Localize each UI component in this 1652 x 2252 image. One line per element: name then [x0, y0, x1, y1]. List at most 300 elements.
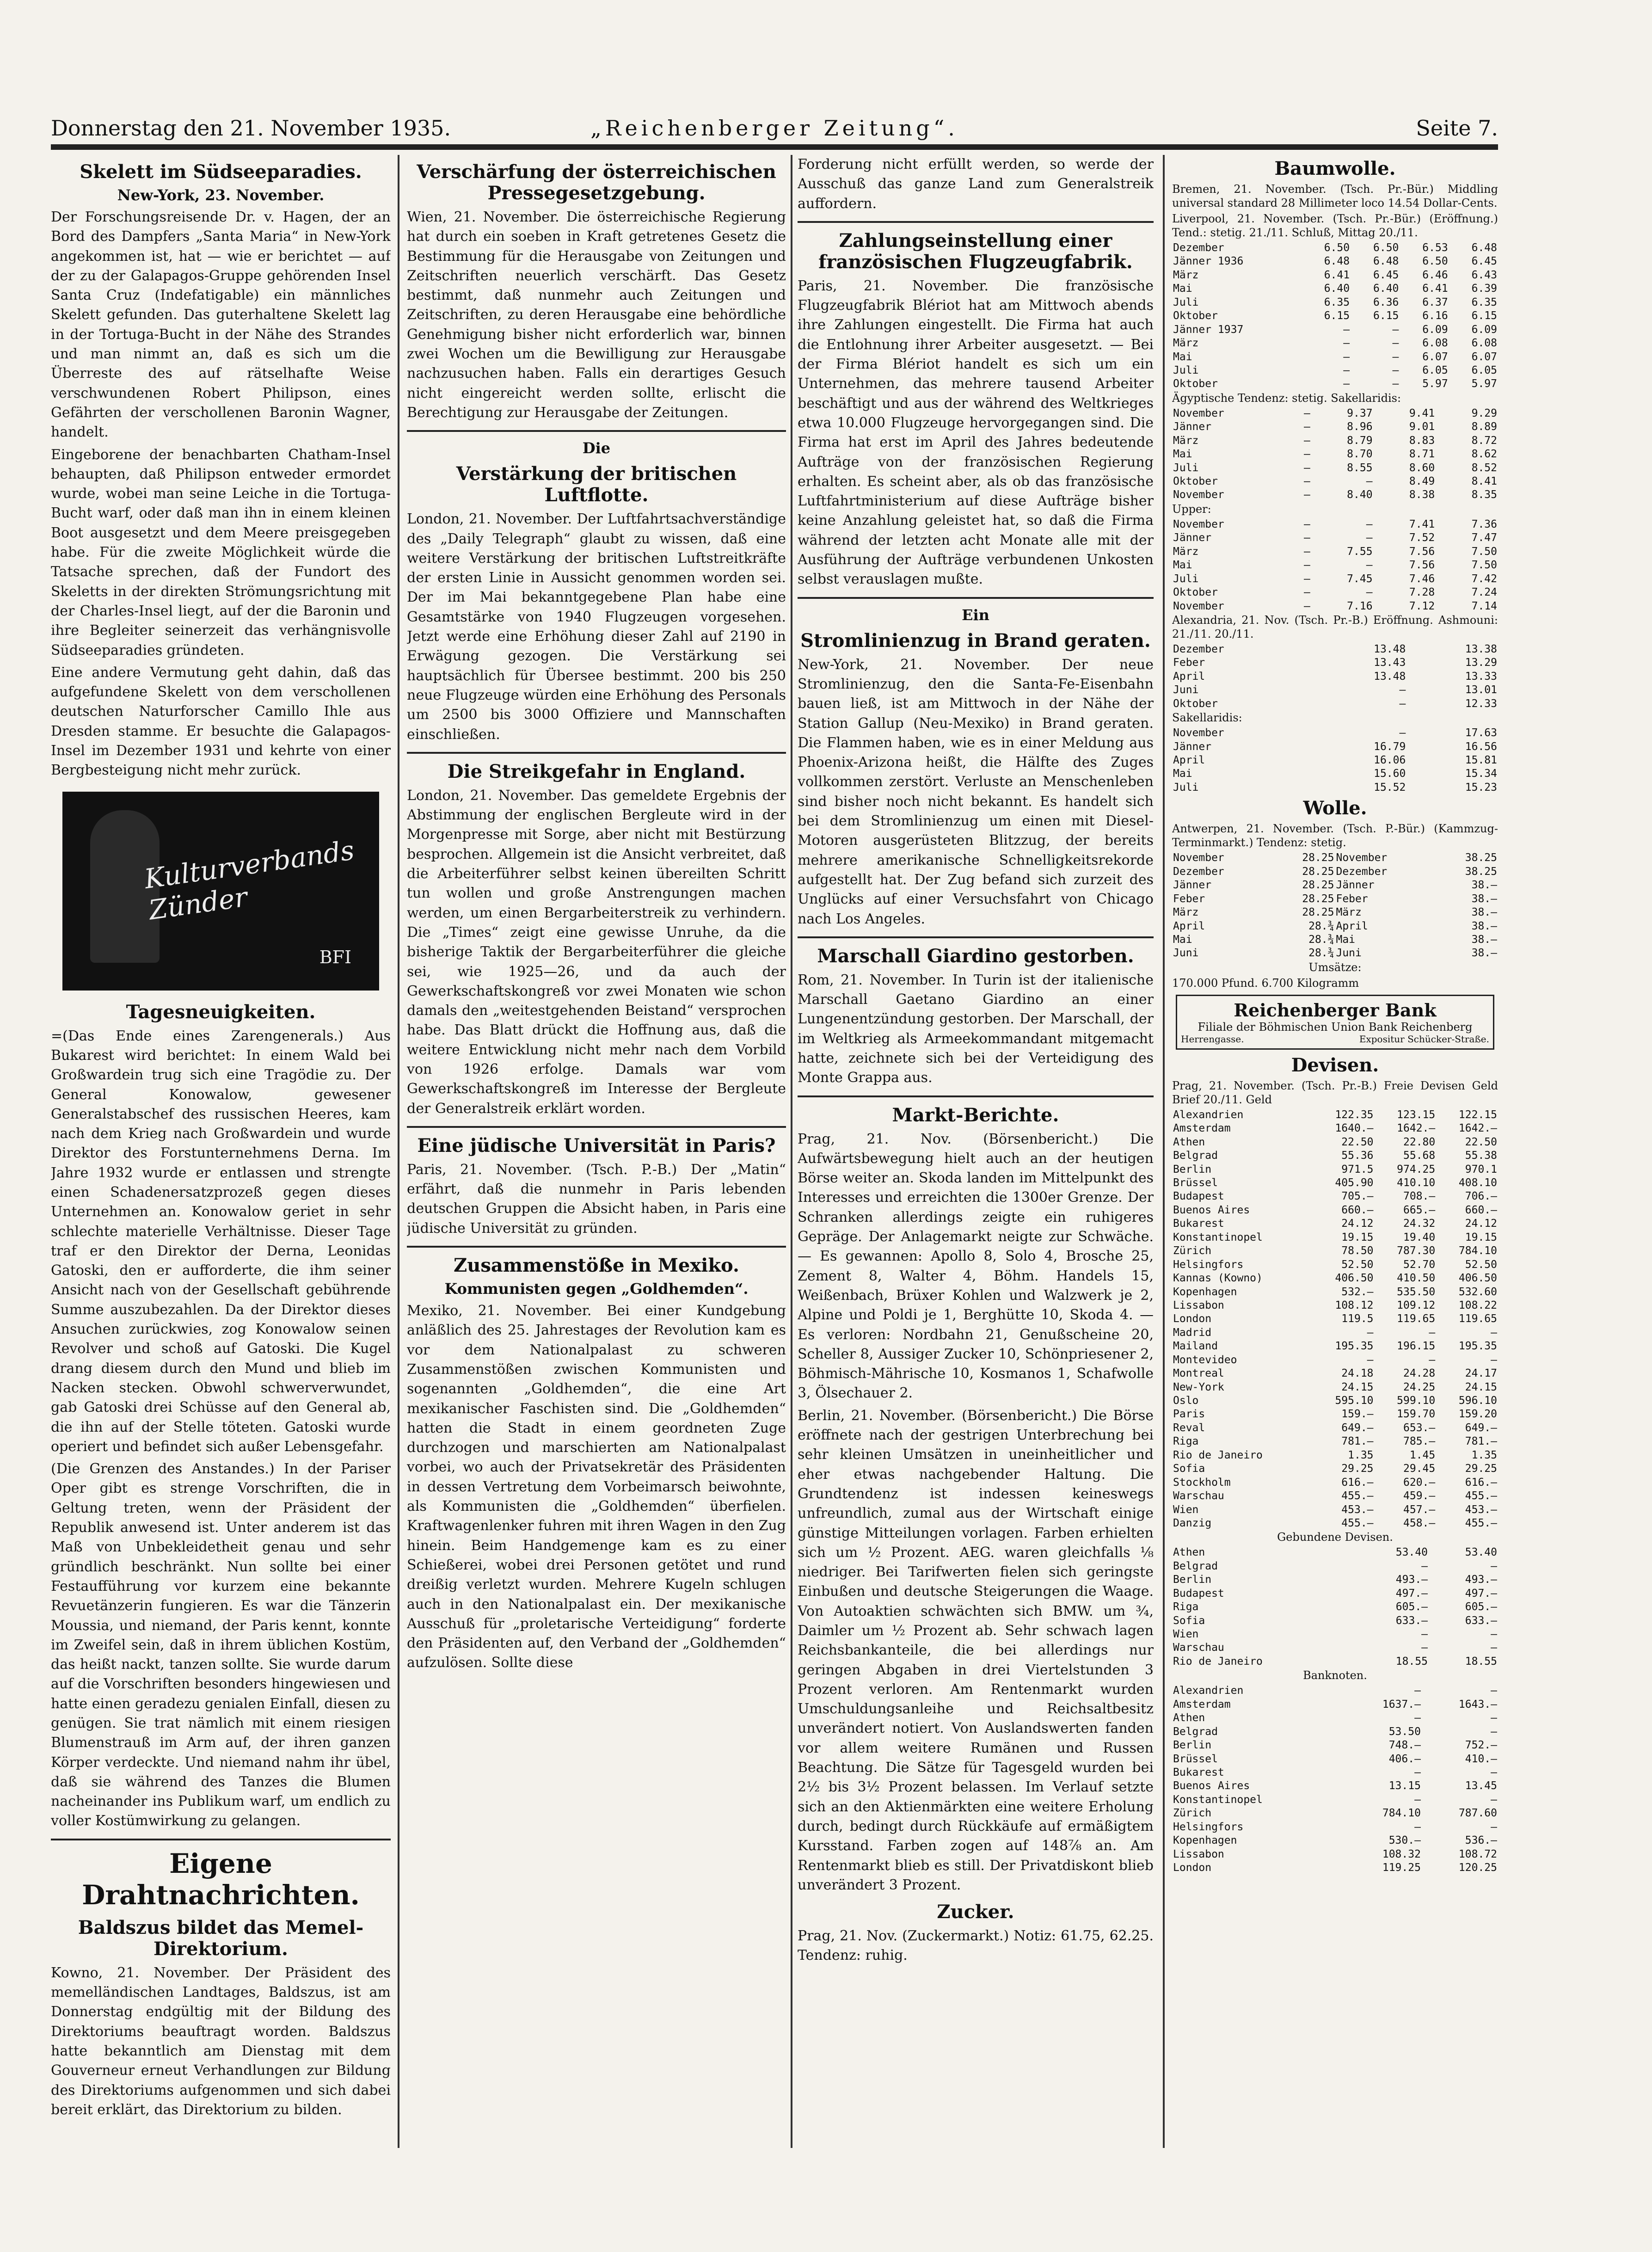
table-cell: 784.10 [1458, 1245, 1497, 1257]
table-cell: 7.36 [1471, 518, 1497, 530]
table-cell: 781.— [1341, 1435, 1374, 1448]
table-row [1172, 337, 1498, 350]
table-cell: Bukarest [1173, 1218, 1224, 1230]
table-row [1172, 1108, 1498, 1122]
table-cell: Oktober [1173, 586, 1218, 599]
table-cell: 7.45 [1347, 572, 1373, 585]
table-cell: 1643.— [1458, 1698, 1497, 1711]
table-cell: Mai [1173, 448, 1192, 461]
table-cell: Athen [1173, 1712, 1205, 1724]
table-cell: — [1303, 572, 1310, 585]
table-cell: — [1414, 1685, 1421, 1697]
table-cell: Helsingfors [1173, 1821, 1244, 1833]
table-cell: — [1491, 1793, 1497, 1806]
table-cell: — [1303, 448, 1310, 461]
table-row [1172, 364, 1498, 377]
table-cell: 971.5 [1341, 1163, 1374, 1175]
table-cell: 785.— [1403, 1435, 1436, 1448]
table-cell: 708.— [1403, 1190, 1436, 1203]
table-cell: 53.50 [1388, 1725, 1421, 1738]
article-title: Zahlungseinstellung einer französischen Flugzeugfabrik. [818, 229, 1133, 273]
table-row [1172, 475, 1498, 488]
table-cell: 6.08 [1471, 337, 1497, 350]
table-row [1172, 1834, 1498, 1847]
table-row [1172, 1421, 1498, 1435]
table-cell: 19.15 [1465, 1231, 1497, 1243]
table-cell: New-York [1173, 1381, 1224, 1393]
table-cell: 660.— [1465, 1204, 1497, 1216]
table-row [1172, 1381, 1498, 1394]
article-paragraph: Mexiko, 21. November. Bei einer Kundgebung anläßlich des 25. Jahrestages der Revolution kam es vor dem Nationalpalast zu schweren Zusammenstößen zwischen Kommunisten und sogenannten „Goldhemden“, die eine Art mexikanischer Faschisten sind. Die „Goldhemden“ hatten die Stadt in einem geordneten Zuge durchzogen und marschierten am Nationalpalast vorbei, wo auch der Privatsekretär des Präsidenten in dessen Vertretung dem Vorbeimarsch beiwohnte, als Kommunisten die „Goldhemden“ überfielen. Kraftwagenlenker fuhren mit ihren Wagen in den Zug hinein. Beim Handgemenge kam es zu einer Schießerei, wobei drei Personen getötet und rund dreißig verletzt wurden. Mehrere Kugeln schlugen auch in den Nationalpalast ein. Der mexikanische Ausschuß für „proletarische Verteidigung“ forderte den Präsidenten auf, den Verband der „Goldhemden“ aufzulösen. Sollte diese [407, 1303, 786, 1671]
table-cell: 17.63 [1465, 727, 1497, 739]
table-cell: — [1414, 1712, 1421, 1724]
table-cell: 28.25 [1302, 906, 1334, 919]
table-cell: 7.56 [1409, 545, 1435, 558]
table-cell: 18.55 [1465, 1655, 1497, 1667]
table-cell: 6.50 [1373, 242, 1399, 254]
table-cell: April [1173, 920, 1205, 932]
header-rule [51, 144, 1498, 150]
market-note: Antwerpen, 21. November. (Tsch. P.-Bür.) (Kammzug-Terminmarkt.) Tendenz: stetig. [1172, 822, 1498, 849]
table-cell: 497.— [1395, 1587, 1428, 1600]
article-title: Die Streikgefahr in England. [447, 760, 746, 782]
table-row [1172, 1628, 1498, 1641]
table-cell: November [1173, 600, 1224, 612]
market-note: Umsätze: [1308, 960, 1362, 974]
table-row [1172, 1204, 1498, 1217]
table-row [1172, 1861, 1498, 1875]
table-cell: 787.60 [1458, 1807, 1497, 1820]
table-cell: — [1343, 351, 1350, 363]
table-cell: 122.35 [1335, 1108, 1374, 1121]
table-cell: — [1414, 1793, 1421, 1806]
column-divider [1163, 155, 1165, 2148]
table-cell: 8.89 [1471, 421, 1497, 433]
table-row [1172, 1312, 1498, 1326]
table-cell: 15.23 [1465, 781, 1497, 794]
table-row [1172, 697, 1498, 711]
table-cell: — [1366, 586, 1373, 599]
article-title: Marschall Giardino gestorben. [817, 945, 1134, 967]
table-cell: 665.— [1403, 1204, 1436, 1216]
table-cell: 53.40 [1465, 1546, 1497, 1559]
table-row [1172, 1573, 1498, 1587]
table-cell: Oktober [1173, 378, 1218, 390]
table-cell: März [1173, 906, 1199, 919]
table-row [1172, 1489, 1498, 1503]
table-row [1172, 1684, 1498, 1698]
table-cell: 119.25 [1382, 1862, 1421, 1874]
market-note: Ägyptische Tendenz: stetig. Sakellaridis: [1172, 391, 1401, 405]
table-cell: 22.50 [1465, 1136, 1497, 1148]
table-cell: 8.55 [1347, 461, 1373, 474]
table-cell: 497.— [1465, 1587, 1497, 1600]
article-paragraph: (Die Grenzen des Anstandes.) In der Pariser Oper gibt es strenge Vorschriften, die in Geltung treten, wenn der Präsident der Republik anwesend ist. Unter anderem ist das Maß von Unbekleidetheit genau und sehr gründlich beschränkt. Nun sollte bei einer Festaufführung vor kurzem eine bekannte Revuetänzerin fungieren. Es war die Tänzerin Moussia, und niemand, der Paris kennt, konnte im Zweifel sein, daß in ihrem üblichen Kostüm, das heißt nackt, tanzen sollte. Sie wurde darum auf die Vorschriften besonders hingewiesen und hatte einen geradezu genialen Einfall, diesen zu genügen. Sie trat nämlich mit einem riesigen Blumenstrauß im Arm auf, der ihren ganzen Körper verdeckte. Und niemand nahm ihr übel, daß sie während des Tanzes die Blumen nacheinander ins Publikum warf, um endlich zu voller Kostümwirkung zu gelangen. [51, 1461, 391, 1829]
table-row [1172, 865, 1498, 879]
table-cell: Reval [1173, 1421, 1205, 1434]
table-cell: 55.36 [1341, 1150, 1374, 1162]
table-row [1172, 1176, 1498, 1190]
table-row [1172, 1793, 1498, 1807]
table-row [1172, 1272, 1498, 1285]
table-row [1172, 1560, 1498, 1573]
table-cell: Jänner [1173, 879, 1212, 892]
table-cell: 6.43 [1471, 269, 1497, 281]
column-divider [791, 155, 792, 2148]
table-row [1172, 488, 1498, 502]
alexandria-table [1172, 643, 1498, 711]
table-row [1172, 572, 1498, 586]
table-cell: 13.48 [1374, 643, 1406, 655]
table-cell: 1.45 [1409, 1449, 1436, 1461]
table-row [1172, 1326, 1498, 1340]
table-cell: 78.50 [1341, 1245, 1374, 1257]
table-cell: 620.— [1403, 1476, 1436, 1489]
table-cell: 6.15 [1471, 310, 1497, 322]
table-cell: 535.50 [1397, 1286, 1436, 1298]
table-row [1172, 1163, 1498, 1176]
table-cell: 13.29 [1465, 657, 1497, 669]
market-note: Liverpool, 21. November. (Tsch. Pr.-Bür.) (Eröffnung.) Tend.: stetig. 21./11. Schluß, Mittag 20./11. [1172, 212, 1498, 239]
table-cell: 405.90 [1335, 1177, 1374, 1189]
table-row [1172, 1244, 1498, 1258]
table-cell: Juni [1336, 947, 1362, 960]
table-cell: 974.25 [1397, 1163, 1436, 1175]
table-row [1172, 1503, 1498, 1517]
table-cell: 29.25 [1341, 1463, 1374, 1475]
table-cell: Feber [1173, 892, 1205, 905]
table-row [1172, 377, 1498, 391]
article-paragraph: Paris, 21. November. Die französische Flugzeugfabrik Blériot hat am Mittwoch abends ihre Zahlungen eingestellt. Die Firma hat auch die Entlohnung ihrer Arbeiter ausgesetzt. — Bei der Firma Blériot handelt es sich um ein Unternehmen, das mehrere tausend Arbeiter beschäftigt und aus der während des Weltkrieges etwa 10.000 Flugzeuge hervorgegangen sind. Die Firma hat erst im April des Jahres bedeutende Aufträge von der französischen Regierung erhalten. Es scheint aber, als ob das französische Luftfahrtministerium auf diese Aufträge bisher keine Anzahlung geleistet hat, so daß die Firma während der letzten acht Monate alle mit der Ausführung der Aufträge verbundenen Unkosten selbst verauslagen mußte. [798, 277, 1154, 588]
table-cell: 6.48 [1471, 242, 1497, 254]
table-row [1172, 559, 1498, 572]
table-cell: — [1366, 532, 1373, 544]
article-title: Verschärfung der österreichischen Pressegesetzgebung. [417, 161, 776, 204]
table-cell: 6.53 [1422, 242, 1448, 254]
table-cell: — [1414, 1821, 1421, 1833]
table-cell: Jänner [1173, 532, 1212, 544]
column-2 [407, 155, 786, 2148]
table-cell: 28.25 [1302, 865, 1334, 878]
section-title: Baumwolle. [1274, 158, 1396, 179]
upper-table [1172, 518, 1498, 613]
table-cell: 7.24 [1471, 586, 1497, 599]
table-cell: London [1173, 1862, 1212, 1874]
table-cell: 616.— [1465, 1476, 1497, 1489]
table-cell: 6.41 [1422, 283, 1448, 295]
divider [407, 1126, 786, 1128]
table-cell: 748.— [1388, 1739, 1421, 1752]
table-cell: — [1491, 1766, 1497, 1778]
market-note: Banknoten. [1303, 1669, 1367, 1682]
table-cell: Stockholm [1173, 1476, 1231, 1489]
table-cell: 459.— [1403, 1490, 1436, 1502]
table-cell: 1642.— [1458, 1122, 1497, 1135]
table-cell: 532.60 [1458, 1286, 1497, 1298]
table-cell: Kopenhagen [1173, 1286, 1237, 1298]
table-cell: April [1173, 754, 1205, 766]
table-row [1172, 1435, 1498, 1448]
table-cell: — [1303, 475, 1310, 487]
table-cell: — [1491, 1821, 1497, 1833]
table-cell: März [1173, 269, 1199, 281]
table-cell: — [1303, 600, 1310, 612]
table-cell: — [1366, 475, 1373, 487]
header-title: „Reichenberger Zeitung“. [590, 116, 958, 141]
page-header [51, 111, 1498, 143]
table-cell: — [1367, 1354, 1374, 1366]
table-cell: November [1173, 518, 1224, 530]
ad-brand: BFI [319, 947, 351, 967]
table-row [1172, 1286, 1498, 1299]
table-cell: 6.05 [1422, 364, 1448, 376]
table-row [1172, 1476, 1498, 1489]
table-cell: Feber [1336, 892, 1368, 905]
table-cell: Mai [1173, 933, 1192, 946]
bank-address-left: Herrengasse. [1181, 1033, 1244, 1045]
divider [407, 430, 786, 432]
table-cell: 38.— [1471, 920, 1497, 932]
bound-currency-table [1172, 1546, 1498, 1668]
table-cell: — [1491, 1560, 1497, 1572]
table-cell: 16.56 [1465, 740, 1497, 753]
table-cell: 15.60 [1374, 768, 1406, 780]
table-cell: — [1303, 518, 1310, 530]
table-row [1172, 1367, 1498, 1380]
table-cell: 28.25 [1302, 892, 1334, 905]
table-cell: 29.45 [1403, 1463, 1436, 1475]
table-cell: 119.5 [1341, 1313, 1374, 1325]
table-cell: 633.— [1465, 1614, 1497, 1627]
table-cell: 119.65 [1458, 1313, 1497, 1325]
table-cell: Juli [1173, 364, 1199, 376]
table-cell: 6.50 [1324, 242, 1350, 254]
table-cell: 7.41 [1409, 518, 1435, 530]
table-cell: 8.35 [1471, 489, 1497, 501]
table-cell: 123.15 [1397, 1108, 1436, 1121]
section-title: Devisen. [1291, 1054, 1379, 1076]
table-cell: Belgrad [1173, 1560, 1218, 1572]
article-title: Zusammenstöße in Mexiko. [454, 1255, 739, 1277]
table-cell: 28.25 [1302, 879, 1334, 892]
table-cell: Dezember [1173, 865, 1224, 878]
table-cell: 6.40 [1373, 283, 1399, 295]
table-cell: 13.48 [1374, 670, 1406, 683]
table-cell: 6.45 [1471, 255, 1497, 268]
banknotes-table [1172, 1684, 1498, 1875]
table-cell: 6.08 [1422, 337, 1448, 350]
table-cell: Amsterdam [1173, 1698, 1231, 1711]
table-cell: Riga [1173, 1435, 1199, 1448]
divider [51, 1839, 391, 1840]
table-cell: — [1392, 337, 1399, 350]
table-cell: 406.50 [1335, 1272, 1374, 1285]
table-cell: — [1414, 1766, 1421, 1778]
table-cell: Athen [1173, 1136, 1205, 1148]
market-note: Prag, 21. November. (Tsch. Pr.-B.) Freie Devisen Geld Brief 20./11. Geld [1172, 1079, 1498, 1106]
table-cell: 24.18 [1341, 1367, 1374, 1380]
table-cell: 13.45 [1465, 1780, 1497, 1792]
table-cell: — [1303, 421, 1310, 433]
table-row [1172, 420, 1498, 434]
table-cell: 7.12 [1409, 600, 1435, 612]
table-cell: 24.12 [1341, 1218, 1374, 1230]
table-row [1172, 586, 1498, 599]
table-cell: 599.10 [1397, 1395, 1436, 1407]
article-title: Zucker. [937, 1901, 1014, 1923]
table-cell: 7.16 [1347, 600, 1373, 612]
table-row [1172, 1449, 1498, 1462]
table-cell: 24.17 [1465, 1367, 1497, 1380]
table-row [1172, 241, 1498, 255]
section-banner: Eigene Drahtnachrichten. [82, 1847, 360, 1911]
section-title: Wolle. [1303, 797, 1367, 819]
table-row [1172, 683, 1498, 697]
table-cell: 649.— [1341, 1421, 1374, 1434]
article-title: Skelett im Südseeparadies. [80, 161, 362, 183]
table-cell: — [1392, 351, 1399, 363]
table-row [1172, 851, 1498, 865]
table-cell: — [1399, 727, 1406, 739]
table-cell: April [1173, 670, 1205, 683]
table-row [1172, 448, 1498, 461]
table-cell: 6.15 [1373, 310, 1399, 322]
table-cell: — [1399, 697, 1406, 710]
table-row [1172, 1122, 1498, 1135]
bank-subtitle: Filiale der Böhmischen Union Bank Reichenberg [1198, 1020, 1473, 1034]
table-cell: 18.55 [1395, 1655, 1428, 1667]
table-cell: 752.— [1465, 1739, 1497, 1752]
table-row [1172, 1587, 1498, 1600]
table-cell: Dezember [1336, 865, 1388, 878]
market-note: Gebundene Devisen. [1277, 1531, 1393, 1544]
table-cell: 28.¾ [1308, 920, 1334, 932]
table-cell: April [1336, 920, 1368, 932]
table-cell: — [1429, 1354, 1436, 1366]
divider [798, 1095, 1154, 1097]
table-cell: 8.72 [1471, 434, 1497, 447]
table-cell: 52.50 [1341, 1258, 1374, 1271]
table-cell: 119.65 [1397, 1313, 1436, 1325]
egypt-table [1172, 407, 1498, 502]
table-cell: 159.— [1341, 1408, 1374, 1421]
table-cell: 6.07 [1422, 351, 1448, 363]
article-paragraph: London, 21. November. Der Luftfahrtsachverständige des „Daily Telegraph“ glaubt zu wissen, daß eine weitere Verstärkung der britischen Luftstreitkräfte der ersten Linie in Aussicht genommen worden sei. Der im Mai bekanntgegebene Plan habe eine Gesamtstärke von 1940 Flugzeugen vorgesehen. Jetzt werde eine Erhöhung dieser Zahl auf 2190 in Erwägung gezogen. Die Verstärkung sei hauptsächlich für Übersee bestimmt. 200 bis 250 neue Flugzeuge würden eine Erhöhung des Personals um 2500 bis 3000 Offiziere und Mannschaften einschließen. [407, 511, 786, 743]
table-cell: 24.25 [1403, 1381, 1436, 1393]
table-row [1172, 740, 1498, 754]
table-cell: — [1303, 545, 1310, 558]
article-paragraph: =(Das Ende eines Zarengenerals.) Aus Bukarest wird berichtet: In einem Wald bei Großwardein trug sich eine Tragödie zu. Der General Konowalow, gewesener Generalstabschef des russischen Heeres, kam nach dem Krieg nach Großwardein und wurde Direktor des Forstunternehmens Derna. Im Jahre 1932 wurde er entlassen und strengte einen Schadenersatzprozeß gegen dieses Unternehmen an. Konowalow geriet in sehr schlechte materielle Verhältnisse. Dieser Tage traf er den Direktor der Derna, Leonidas Gatoski, den er aufforderte, die ihm seiner Ansicht nach von der Gesellschaft gebührende Summe auszubezahlen. Da der Direktor dieses Ansuchen zurückwies, zog Konowalow seinen Revolver und schoß auf Gatoski. Die Kugel drang diesem durch den Mund und blieb im Nacken stecken. Obwohl schwerverwundet, gab Gatoski drei Schüsse auf den General ab, die ihn auf der Stelle töteten. Gatoski wurde operiert und befindet sich außer Lebensgefahr. [51, 1028, 391, 1455]
table-cell: Rio de Janeiro [1173, 1449, 1263, 1461]
table-cell: 410.50 [1397, 1272, 1436, 1285]
table-cell: Sofia [1173, 1463, 1205, 1475]
article-paragraph: Prag, 21. Nov. (Börsenbericht.) Die Aufwärtsbewegung hielt auch an der heutigen Börse weiter an. Skoda landen im Mittelpunkt des Interesses und erreichten die 1300er Grenze. Der Schranken allerdings zeigte ein ruhigeres Gepräge. Der Anlagemarkt neigte zur Schwäche. — Es gewannen: Apollo 8, Solo 4, Brosche 25, Zement 8, Walter 4, Böhm. Handels 15, Weißenbach, Brüxer Kohlen und Walzwerk je 2, Alpine und Poldi je 1, Berghütte 10, Skoda 4. — Es verloren: Nordbahn 21, Genußscheine 20, Scheller 8, Aussiger Zucker 10, Schönpriesener 2, Böhmisch-Mährische 10, Kosmanos 1, Schafwolle 3, Ölsechauer 2. [798, 1131, 1154, 1402]
table-row [1172, 1517, 1498, 1530]
table-cell: 5.97 [1422, 378, 1448, 390]
table-row [1172, 309, 1498, 323]
table-cell: 52.70 [1403, 1258, 1436, 1271]
table-cell: 108.32 [1382, 1848, 1421, 1860]
table-cell: — [1429, 1326, 1436, 1339]
table-cell: 532.— [1341, 1286, 1374, 1298]
table-row [1172, 1641, 1498, 1655]
table-cell: 6.41 [1324, 269, 1350, 281]
table-row [1172, 754, 1498, 767]
table-cell: 410.10 [1397, 1177, 1436, 1189]
table-cell: 1.35 [1471, 1449, 1497, 1461]
table-row [1172, 1408, 1498, 1421]
table-cell: 493.— [1465, 1574, 1497, 1586]
table-row [1172, 545, 1498, 559]
table-cell: 653.— [1403, 1421, 1436, 1434]
table-cell: 406.50 [1458, 1272, 1497, 1285]
table-cell: Brüssel [1173, 1177, 1218, 1189]
article-paragraph: New-York, 21. November. Der neue Stromlinienzug, den die Santa-Fe-Eisenbahn bauen ließ, ist am Mittwoch in der Nähe der Station Gallup (Neu-Mexiko) in Brand geraten. Die Flammen haben, wie es in einer Meldung aus Phoenix-Arizona heißt, die Hälfte des Zuges vollkommen zerstört. Verluste an Menschenleben sind bisher noch nicht bekannt. Es handelt sich bei dem Stromlinienzug um einen mit Diesel-Motoren ausgerüsteten Blitzzug, der bereits mehrere amerikanische Schnelligkeitsrekorde aufgestellt hat. Der Zug befand sich zurzeit des Unglücks auf einer Versuchsfahrt von Chicago nach Los Angeles. [798, 656, 1154, 927]
table-cell: 108.72 [1458, 1848, 1497, 1860]
table-row [1172, 1354, 1498, 1367]
table-cell: 455.— [1465, 1517, 1497, 1529]
table-row [1172, 1766, 1498, 1779]
table-cell: Budapest [1173, 1587, 1224, 1600]
article-paragraph: Kowno, 21. November. Der Präsident des memelländischen Landtages, Baldszus, ist am Donnerstag endgültig mit der Bildung des Direktoriums beauftragt worden. Baldszus hatte bekanntlich am Dienstag mit dem Gouverneur erneut Verhandlungen zur Bildung des Direktoriums aufgenommen und sich dabei bereit erklärt, das Direktorium zu bilden. [51, 1964, 391, 2118]
table-cell: Kannas (Kowno) [1173, 1272, 1263, 1285]
table-cell: 13.01 [1465, 684, 1497, 696]
table-cell: 455.— [1341, 1490, 1374, 1502]
table-cell: 19.40 [1403, 1231, 1436, 1243]
table-cell: — [1303, 407, 1310, 419]
table-row [1172, 1753, 1498, 1766]
table-cell: — [1303, 434, 1310, 447]
table-cell: Oktober [1173, 475, 1218, 487]
table-cell: Paris [1173, 1408, 1205, 1421]
table-row [1172, 643, 1498, 656]
table-cell: — [1343, 337, 1350, 350]
table-cell: — [1421, 1560, 1428, 1572]
article-paragraph: Der Forschungsreisende Dr. v. Hagen, der an Bord des Dampfers „Santa Maria“ in New-York angekommen ist, hat — wie er berichtet — auf der zu der Galapagos-Gruppe gehörenden Insel Santa Cruz (Indefatigable) ein männliches Skelett gefunden. Das guterhaltene Skelett lag in der Tortuga-Bucht in der Nähe des Strandes und man nimmt an, daß es sich um die Überreste des auf rätselhafte Weise verschwundenen Robert Philipson, eines Gefährten der verschollenen Baronin Wagner, handelt. [51, 209, 391, 441]
table-cell: Jänner [1173, 421, 1212, 433]
table-cell: Juli [1173, 461, 1199, 474]
table-cell: März [1173, 434, 1199, 447]
table-cell: 24.15 [1341, 1381, 1374, 1393]
table-cell: 8.60 [1409, 461, 1435, 474]
market-note: Bremen, 21. November. (Tsch. Pr.-Bür.) Middling universal standard 28 Millimeter loco 14.54 Dollar-Cents. [1172, 183, 1498, 209]
table-cell: 28.25 [1302, 852, 1334, 864]
table-row [1172, 906, 1498, 919]
ad-text: Kulturverbands Zünder [142, 834, 356, 926]
table-cell: London [1173, 1313, 1212, 1325]
table-cell: November [1336, 852, 1388, 864]
table-cell: Amsterdam [1173, 1122, 1231, 1135]
table-row [1172, 1546, 1498, 1559]
table-cell: Oktober [1173, 697, 1218, 710]
table-cell: 7.42 [1471, 572, 1497, 585]
market-note: Alexandria, 21. Nov. (Tsch. Pr.-B.) Eröffnung. Ashmouni: 21./11. 20./11. [1172, 613, 1498, 640]
bank-addresses [1181, 1034, 1489, 1045]
table-cell: 7.55 [1347, 545, 1373, 558]
table-row [1172, 1190, 1498, 1203]
table-cell: Danzig [1173, 1517, 1212, 1529]
table-cell: 6.48 [1373, 255, 1399, 268]
table-cell: — [1491, 1712, 1497, 1724]
table-cell: 15.52 [1374, 781, 1406, 794]
table-cell: 38.25 [1465, 852, 1497, 864]
table-cell: 9.29 [1471, 407, 1497, 419]
table-cell: 7.28 [1409, 586, 1435, 599]
table-cell: 706.— [1465, 1190, 1497, 1203]
table-row [1172, 1340, 1498, 1353]
table-cell: Konstantinopel [1173, 1793, 1263, 1806]
table-cell: 38.— [1471, 947, 1497, 960]
